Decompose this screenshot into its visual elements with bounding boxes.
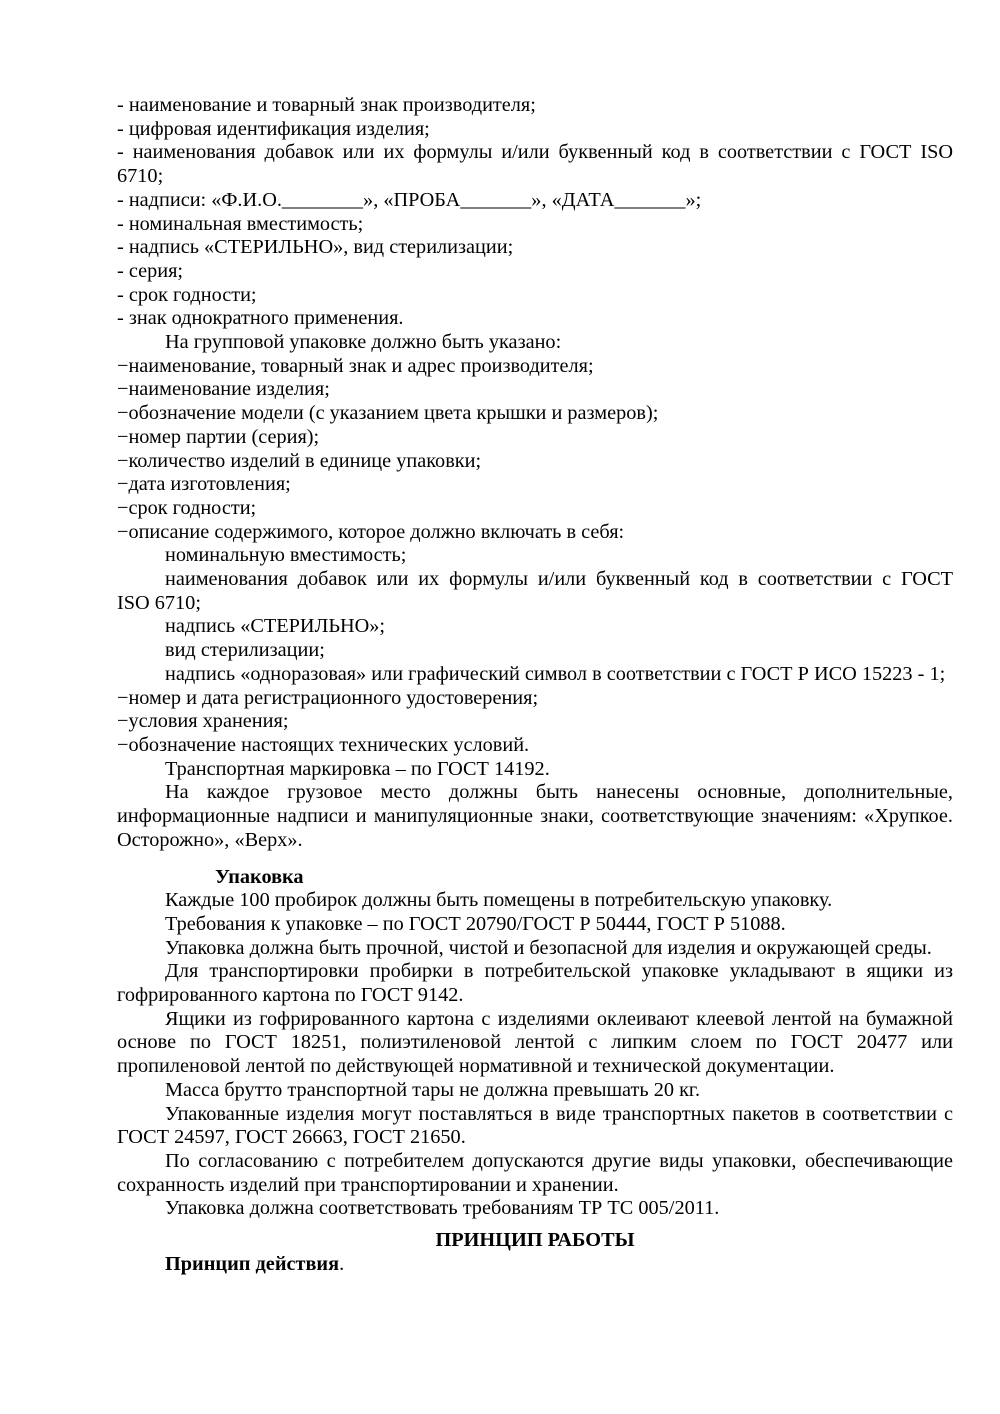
text-line (117, 284, 953, 308)
text-line (117, 710, 953, 734)
text-line (117, 94, 953, 118)
text-segment: По согласованию с потребителем допускаются другие виды упаковки, обеспечивающие (165, 1149, 953, 1172)
text-segment: −наименование изделия; (117, 378, 330, 401)
text-segment: Требования к упаковке – по ГОСТ 20790/ГОСТ Р 50444, ГОСТ Р 51088. (165, 912, 786, 935)
text-segment: - цифровая идентификация изделия; (117, 117, 430, 140)
text-segment: −дата изготовления; (117, 473, 291, 496)
text-line (117, 521, 953, 545)
text-line (117, 734, 953, 758)
text-segment: −номер и дата регистрационного удостоверения; (117, 686, 539, 709)
text-line (117, 402, 953, 426)
text-line (117, 829, 953, 853)
text-segment: - надписи: «Ф.И.О.________», «ПРОБА_______», «ДАТА_______»; (117, 188, 702, 211)
text-segment: Упаковка должна быть прочной, чистой и безопасной для изделия и окружающей среды. (165, 936, 932, 959)
paragraph-principle-of-action (117, 1253, 953, 1277)
text-line (117, 497, 953, 521)
text-segment: Осторожно», «Верх». (117, 828, 303, 851)
text-segment: Упаковка (215, 865, 304, 888)
text-segment: −номер партии (серия); (117, 425, 320, 448)
text-segment: - серия; (117, 259, 184, 282)
text-segment: . (339, 1252, 345, 1275)
text-line (117, 913, 953, 937)
text-segment: - наименования добавок или их формулы и/или буквенный код в соответствии с ГОСТ ISO (117, 141, 953, 164)
text-line (117, 236, 953, 260)
text-line (117, 687, 953, 711)
text-line (117, 307, 953, 331)
text-segment: 6710; (117, 165, 164, 188)
text-segment: сохранность изделий при транспортировании и хранении. (117, 1173, 619, 1196)
text-segment: Принцип действия (165, 1252, 340, 1275)
text-segment: ГОСТ 24597, ГОСТ 26663, ГОСТ 21650. (117, 1126, 466, 1149)
text-line (117, 331, 953, 355)
text-line (117, 984, 953, 1008)
text-line (117, 544, 953, 568)
text-line (117, 1055, 953, 1079)
text-line (117, 426, 953, 450)
text-segment: - знак однократного применения. (117, 307, 404, 330)
text-segment: - наименование и товарный знак производителя; (117, 94, 536, 116)
text-line (117, 189, 953, 213)
text-segment: −описание содержимого, которое должно включать в себя: (117, 520, 625, 543)
text-segment: Упаковка должна соответствовать требованиям ТР ТС 005/2011. (165, 1197, 720, 1220)
text-line (117, 758, 953, 782)
text-segment: информационные надписи и манипуляционные знаки, соответствующие значениям: «Хрупкое. (117, 805, 953, 828)
text-segment: На групповой упаковке должно быть указано: (165, 331, 562, 354)
text-segment: наименования добавок или их формулы и/или буквенный код в соответствии с ГОСТ (165, 568, 953, 591)
text-line (117, 378, 953, 402)
text-line (117, 889, 953, 913)
text-segment: Транспортная маркировка – по ГОСТ 14192. (165, 757, 550, 780)
text-line (117, 165, 953, 189)
text-line (117, 1079, 953, 1103)
text-segment: Каждые 100 пробирок должны быть помещены в потребительскую упаковку. (165, 889, 833, 912)
text-line (117, 1197, 953, 1221)
text-segment: пропиленовой лентой по действующей нормативной и технической документации. (117, 1055, 835, 1078)
text-segment: ПРИНЦИП РАБОТЫ (435, 1229, 635, 1252)
text-segment: Ящики из гофрированного картона с изделиями оклеивают клеевой лентой на бумажной (165, 1007, 953, 1030)
heading-packaging (117, 866, 953, 890)
text-line (117, 141, 953, 165)
text-line (117, 450, 953, 474)
text-line (117, 568, 953, 592)
text-segment: - номинальная вместимость; (117, 212, 364, 235)
text-line (117, 639, 953, 663)
text-line (117, 781, 953, 805)
text-segment: −срок годности; (117, 496, 257, 519)
text-line (117, 615, 953, 639)
text-segment: Упакованные изделия могут поставляться в виде транспортных пакетов в соответствии с (165, 1102, 953, 1125)
text-segment: −количество изделий в единице упаковки; (117, 449, 482, 472)
text-line (117, 663, 953, 687)
text-segment: −наименование, товарный знак и адрес производителя; (117, 354, 594, 377)
text-segment: −обозначение модели (с указанием цвета крышки и размеров); (117, 402, 659, 425)
text-line (117, 960, 953, 984)
text-segment: - надпись «СТЕРИЛЬНО», вид стерилизации; (117, 236, 514, 259)
text-line (117, 213, 953, 237)
text-line (117, 473, 953, 497)
text-line (117, 592, 953, 616)
text-segment: надпись «одноразовая» или графический символ в соответствии с ГОСТ Р ИСО 15223 - 1; (165, 662, 946, 685)
text-segment: Масса брутто транспортной тары не должна превышать 20 кг. (165, 1078, 701, 1101)
text-line (117, 1126, 953, 1150)
text-segment: −обозначение настоящих технических условий. (117, 733, 530, 756)
document-body (117, 94, 953, 1276)
text-line (117, 805, 953, 829)
text-line (117, 118, 953, 142)
text-line (117, 1031, 953, 1055)
text-segment: Для транспортировки пробирки в потребительской упаковке укладывают в ящики из (165, 960, 953, 983)
text-line (117, 260, 953, 284)
text-segment: номинальную вместимость; (165, 544, 407, 567)
text-segment: вид стерилизации; (165, 639, 325, 662)
text-line (117, 1150, 953, 1174)
text-segment: На каждое грузовое место должны быть нанесены основные, дополнительные, (165, 781, 953, 804)
text-segment: −условия хранения; (117, 710, 289, 733)
heading-operating-principle (117, 1229, 953, 1253)
text-line (117, 1103, 953, 1127)
text-segment: основе по ГОСТ 18251, полиэтиленовой лентой с липким слоем по ГОСТ 20477 или (117, 1031, 953, 1054)
text-line (117, 355, 953, 379)
text-line (117, 1008, 953, 1032)
text-segment: гофрированного картона по ГОСТ 9142. (117, 984, 464, 1007)
text-segment: ISO 6710; (117, 591, 201, 614)
text-segment: надпись «СТЕРИЛЬНО»; (165, 615, 386, 638)
text-segment: - срок годности; (117, 283, 257, 306)
text-line (117, 1174, 953, 1198)
text-line (117, 937, 953, 961)
